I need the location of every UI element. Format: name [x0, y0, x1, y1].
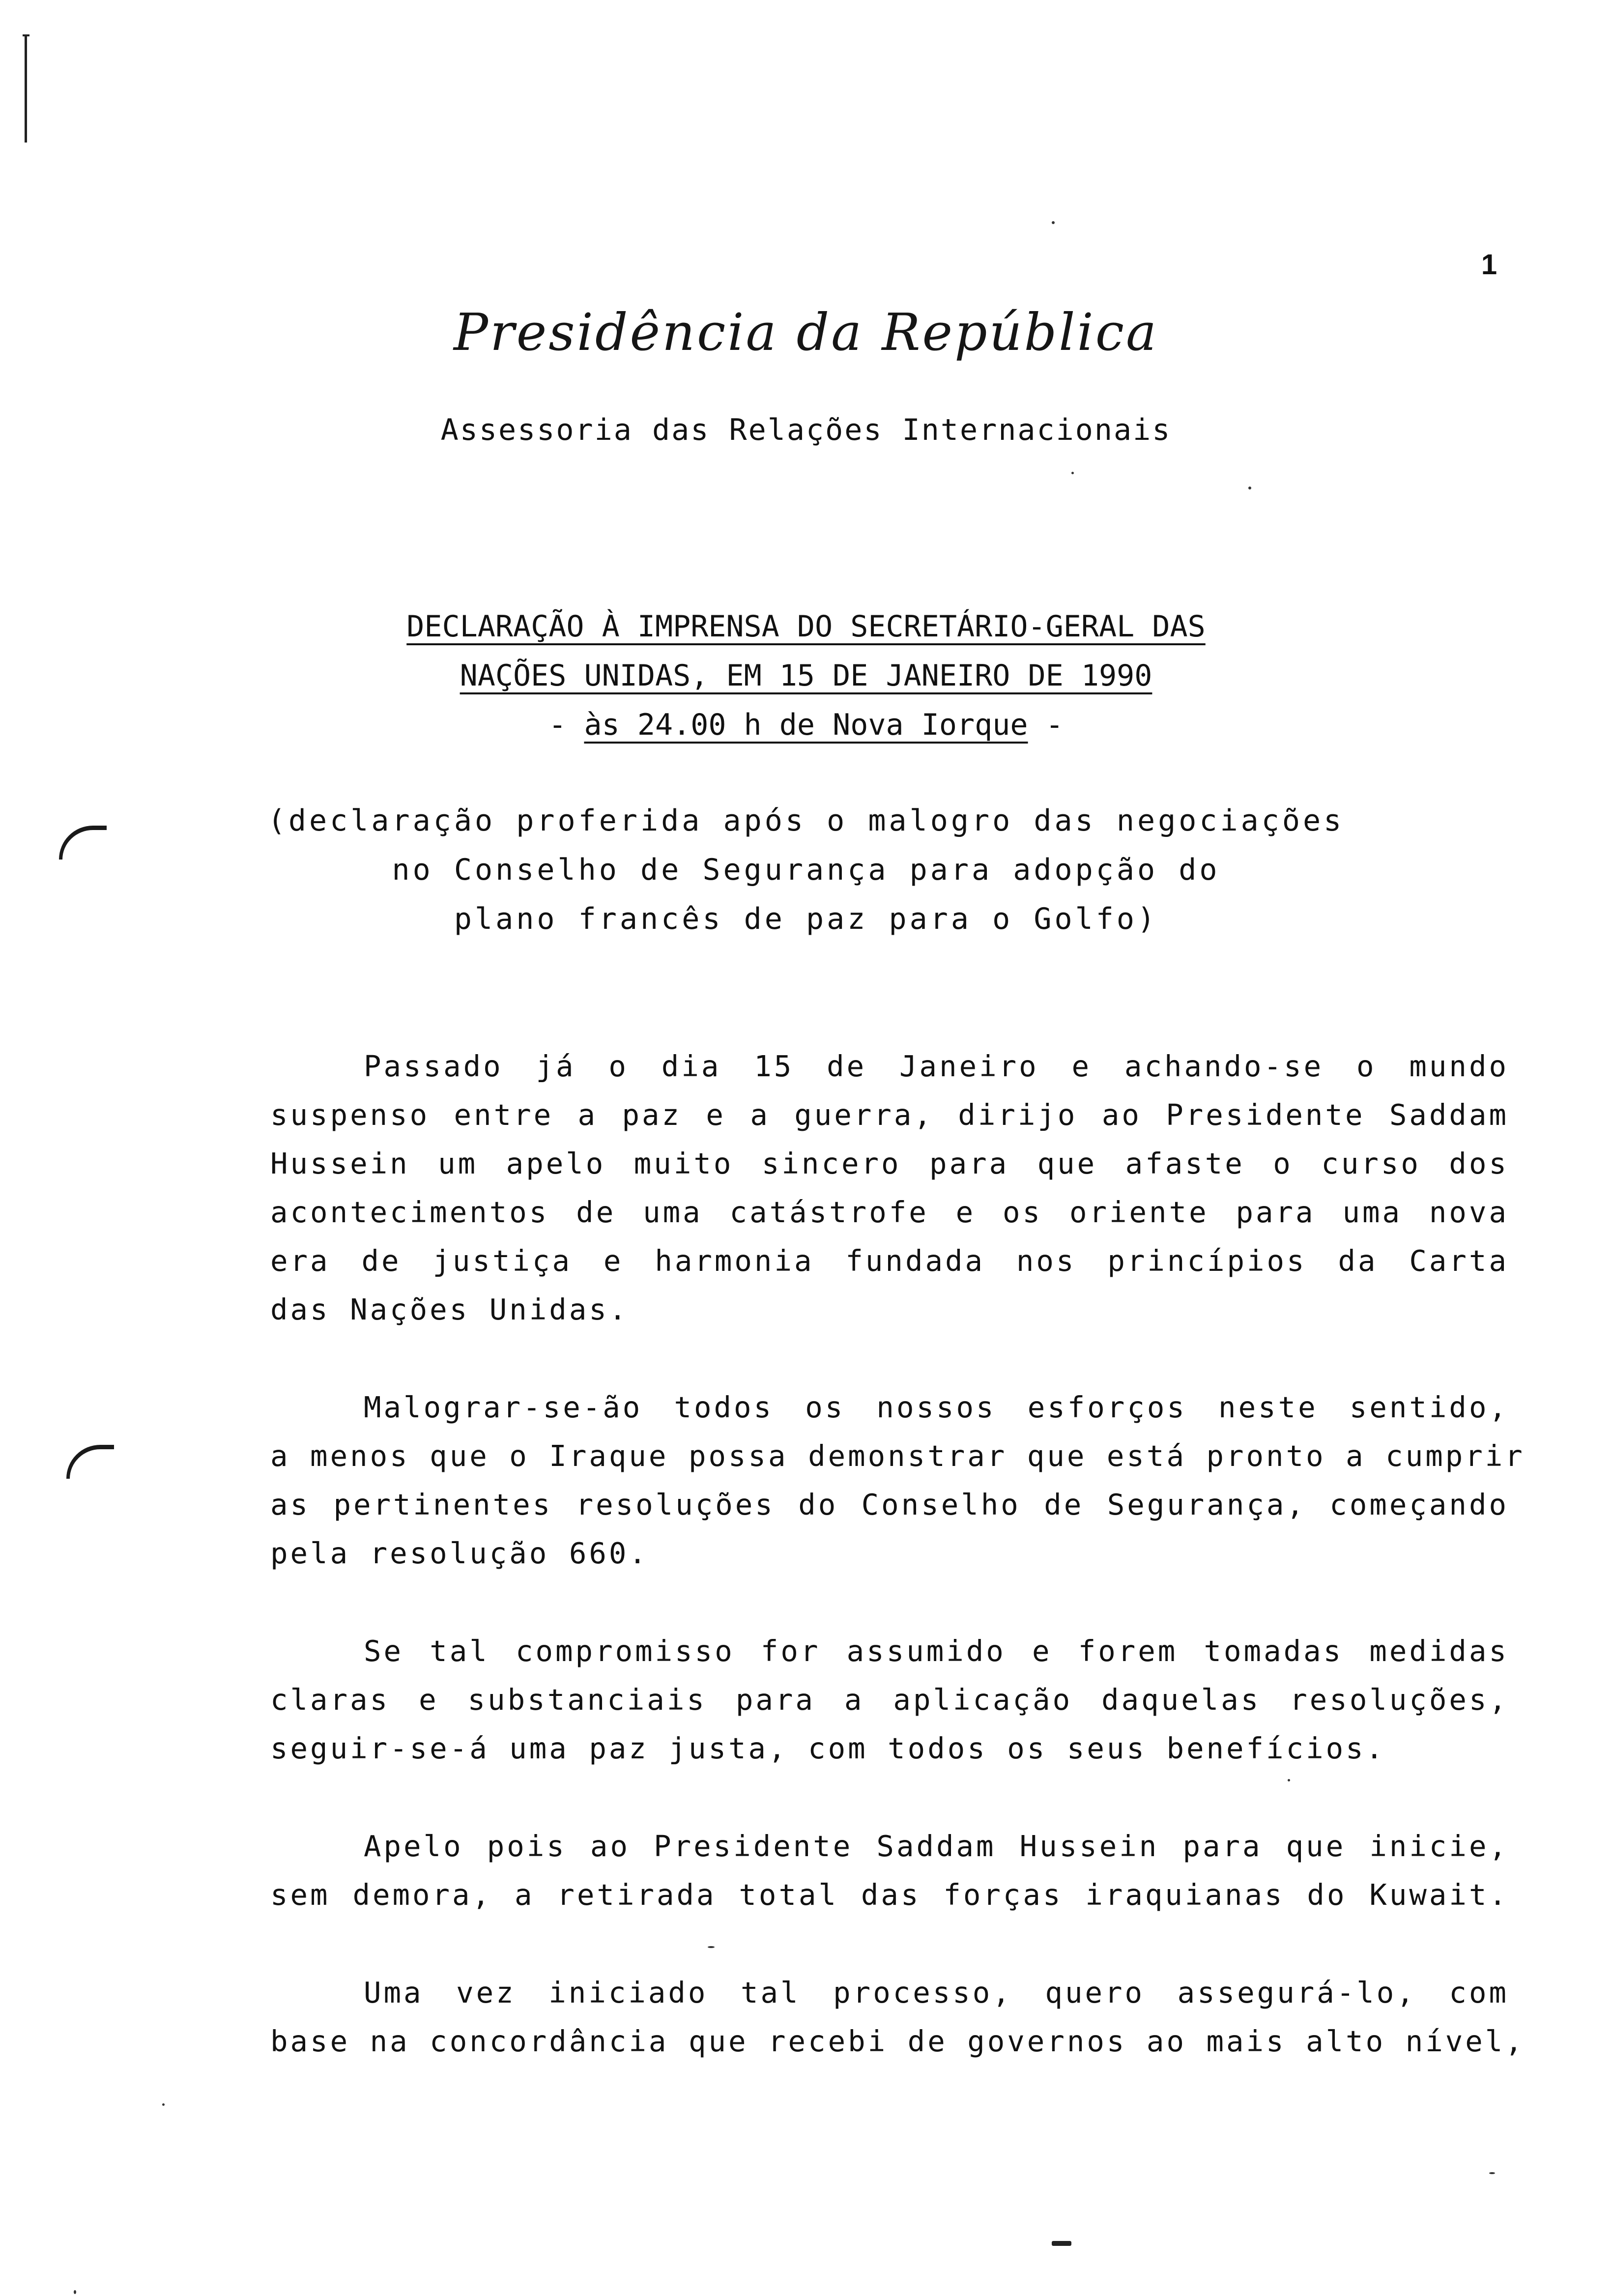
binding-bar	[25, 34, 27, 143]
note-line: (declaração proferida após o malogro das negociações	[267, 804, 1345, 838]
binding-mark	[23, 20, 28, 143]
scan-speck	[162, 2103, 165, 2106]
letterhead-script: Presidência da República	[454, 302, 1158, 362]
document-title	[0, 602, 1612, 749]
paragraph-line: as pertinentes resoluções do Conselho de Segurança, começando	[270, 1488, 1509, 1521]
paragraph	[270, 1383, 1525, 1578]
paragraph-line: Se tal compromisso for assumido e forem tomadas medidas	[364, 1634, 1509, 1668]
note-line: no Conselho de Segurança para adopção do	[392, 853, 1220, 887]
title-line-2: NAÇÕES UNIDAS, EM 15 DE JANEIRO DE 1990	[460, 659, 1152, 693]
department-name: Assessoria das Relações Internacionais	[440, 413, 1172, 447]
paragraph-line: sem demora, a retirada total das forças iraquianas do Kuwait.	[270, 1878, 1509, 1912]
paragraph-line: a menos que o Iraque possa demonstrar que está pronto a cumprir	[270, 1439, 1525, 1473]
paragraph-line: Uma vez iniciado tal processo, quero assegurá-lo, com	[364, 1976, 1509, 2009]
context-note	[0, 796, 1612, 944]
scan-speck	[1248, 487, 1251, 489]
paragraph-line: base na concordância que recebi de governos ao mais alto nível,	[270, 2024, 1525, 2058]
paragraph-line: Hussein um apelo muito sincero para que afaste o curso dos	[270, 1147, 1509, 1180]
paragraph	[270, 1822, 1509, 1919]
paragraph	[270, 1627, 1509, 1773]
paragraph-line: era de justiça e harmonia fundada nos princípios da Carta	[270, 1244, 1509, 1278]
paragraph-line: Apelo pois ao Presidente Saddam Hussein para que inicie,	[364, 1829, 1509, 1863]
paragraph-line: acontecimentos de uma catástrofe e os oriente para uma nova	[270, 1195, 1509, 1229]
paragraph-line: suspenso entre a paz e a guerra, dirijo ao Presidente Saddam	[270, 1098, 1509, 1132]
page-number: 1	[1481, 249, 1497, 281]
title-line	[0, 651, 1612, 700]
note-line: plano francês de paz para o Golfo)	[454, 902, 1158, 936]
paragraph	[270, 1042, 1509, 1334]
title-line	[0, 700, 1612, 749]
paragraph-line: pela resolução 660.	[270, 1536, 649, 1570]
paragraph-line: Malograr-se-ão todos os nossos esforços neste sentido,	[364, 1390, 1509, 1424]
scan-speck	[1052, 221, 1055, 224]
paragraph-line: Passado já o dia 15 de Janeiro e achando-se o mundo	[364, 1049, 1509, 1083]
title-line-1: DECLARAÇÃO À IMPRENSA DO SECRETÁRIO-GERAL DAS	[406, 609, 1206, 644]
scan-speck	[74, 2290, 76, 2294]
scan-mark	[1052, 2241, 1071, 2246]
paragraph-line: claras e substanciais para a aplicação daquelas resoluções,	[270, 1683, 1509, 1717]
paragraph	[270, 1968, 1525, 2066]
scan-speck	[1489, 2172, 1495, 2174]
paragraph-line: seguir-se-á uma paz justa, com todos os seus benefícios.	[270, 1731, 1386, 1765]
paragraph-line: das Nações Unidas.	[270, 1292, 629, 1326]
title-line	[0, 602, 1612, 651]
scan-speck	[1071, 472, 1074, 474]
title-dash-right: -	[1028, 708, 1064, 742]
title-dash-left: -	[548, 708, 584, 742]
punch-hole-bottom	[66, 1445, 114, 1479]
declaration-body	[270, 1042, 1525, 2115]
title-line-3: às 24.00 h de Nova Iorque	[584, 708, 1028, 742]
